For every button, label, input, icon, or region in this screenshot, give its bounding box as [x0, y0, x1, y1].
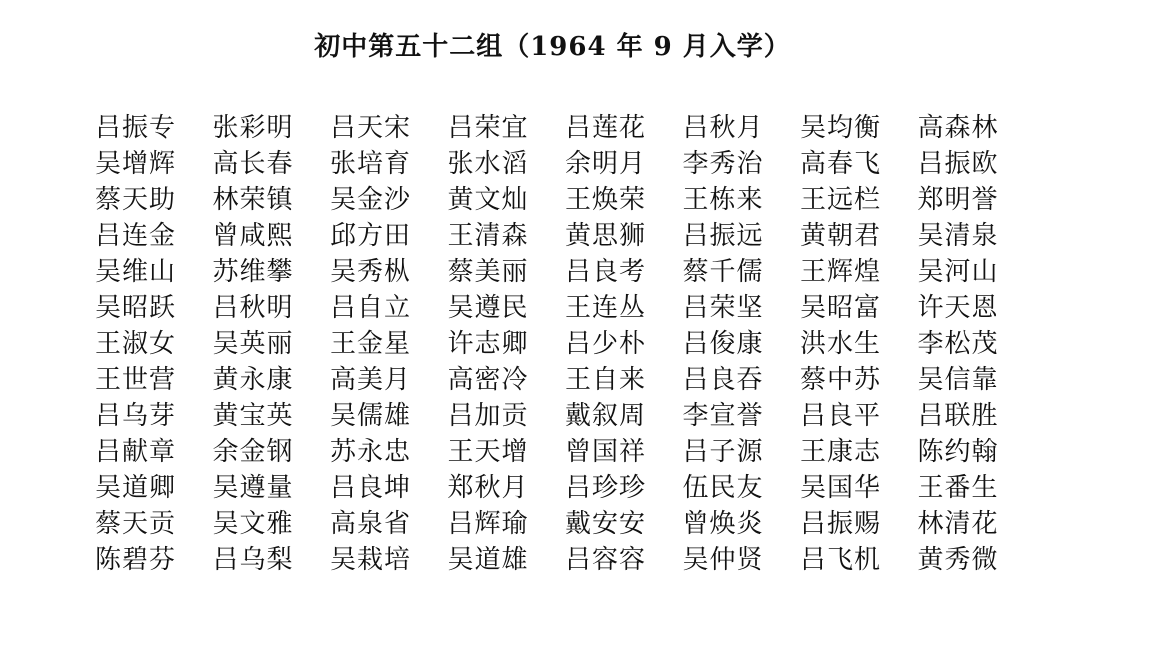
name-cell: 吕振赐 — [800, 509, 882, 539]
name-cell: 王清森 — [447, 221, 529, 251]
name-cell: 吕秋明 — [212, 293, 294, 323]
name-cell: 王连丛 — [565, 293, 647, 323]
name-cell: 高泉省 — [330, 509, 412, 539]
name-cell: 吕少朴 — [565, 329, 647, 359]
name-cell: 王自来 — [565, 365, 647, 395]
page-title: 初中第五十二组（1964 年 9 月入学） — [314, 32, 791, 62]
name-cell: 王栋来 — [682, 185, 764, 215]
name-cell: 王金星 — [330, 329, 412, 359]
name-cell: 吴清泉 — [917, 221, 999, 251]
name-cell: 吕容容 — [565, 545, 647, 575]
name-cell: 郑明誉 — [917, 185, 999, 215]
name-cell: 余金钢 — [212, 437, 294, 467]
name-cell: 吕乌梨 — [212, 545, 294, 575]
name-cell: 吕联胜 — [917, 401, 999, 431]
name-cell: 林荣镇 — [212, 185, 294, 215]
name-cell: 王辉煌 — [800, 257, 882, 287]
name-cell: 蔡天贡 — [95, 509, 177, 539]
name-cell: 吕良平 — [800, 401, 882, 431]
name-cell: 吴金沙 — [330, 185, 412, 215]
name-cell: 伍民友 — [682, 473, 764, 503]
name-cell: 吕俊康 — [682, 329, 764, 359]
name-cell: 王远栏 — [800, 185, 882, 215]
name-cell: 吴道雄 — [447, 545, 529, 575]
name-cell: 林清花 — [917, 509, 999, 539]
name-cell: 王焕荣 — [565, 185, 647, 215]
name-cell: 黄宝英 — [212, 401, 294, 431]
name-cell: 苏维攀 — [212, 257, 294, 287]
name-cell: 黄永康 — [212, 365, 294, 395]
name-cell: 吕荣宜 — [447, 113, 529, 143]
name-cell: 吕莲花 — [565, 113, 647, 143]
name-cell: 蔡千儒 — [682, 257, 764, 287]
name-cell: 吕加贡 — [447, 401, 529, 431]
name-cell: 吕良坤 — [330, 473, 412, 503]
name-cell: 吴昭跃 — [95, 293, 177, 323]
name-cell: 张培育 — [330, 149, 412, 179]
name-cell: 曾焕炎 — [682, 509, 764, 539]
name-cell: 蔡中苏 — [800, 365, 882, 395]
name-cell: 王淑女 — [95, 329, 177, 359]
name-cell: 吴遵民 — [447, 293, 529, 323]
name-cell: 吕良考 — [565, 257, 647, 287]
name-cell: 曾国祥 — [565, 437, 647, 467]
name-cell: 蔡美丽 — [447, 257, 529, 287]
name-cell: 余明月 — [565, 149, 647, 179]
name-cell: 郑秋月 — [447, 473, 529, 503]
name-cell: 吴栽培 — [330, 545, 412, 575]
name-cell: 张彩明 — [212, 113, 294, 143]
name-cell: 陈约翰 — [917, 437, 999, 467]
name-cell: 李秀治 — [682, 149, 764, 179]
name-cell: 邱方田 — [330, 221, 412, 251]
name-cell: 高森林 — [917, 113, 999, 143]
name-grid — [95, 110, 1035, 578]
name-cell: 吕振专 — [95, 113, 177, 143]
name-cell: 王康志 — [800, 437, 882, 467]
name-cell: 吴国华 — [800, 473, 882, 503]
name-cell: 王世营 — [95, 365, 177, 395]
name-cell: 黄文灿 — [447, 185, 529, 215]
name-cell: 吕天宋 — [330, 113, 412, 143]
name-cell: 李松茂 — [917, 329, 999, 359]
name-cell: 吕珍珍 — [565, 473, 647, 503]
name-cell: 黄思狮 — [565, 221, 647, 251]
name-cell: 吴河山 — [917, 257, 999, 287]
name-cell: 吕飞机 — [800, 545, 882, 575]
name-cell: 戴安安 — [565, 509, 647, 539]
name-cell: 吕振欧 — [917, 149, 999, 179]
name-cell: 王天增 — [447, 437, 529, 467]
name-cell: 戴叙周 — [565, 401, 647, 431]
name-cell: 吴信靠 — [917, 365, 999, 395]
name-cell: 高美月 — [330, 365, 412, 395]
name-cell: 曾咸熙 — [212, 221, 294, 251]
name-cell: 吴遵量 — [212, 473, 294, 503]
name-cell: 陈碧芬 — [95, 545, 177, 575]
name-cell: 吴秀枞 — [330, 257, 412, 287]
name-cell: 吕良吞 — [682, 365, 764, 395]
name-cell: 吴英丽 — [212, 329, 294, 359]
name-cell: 洪水生 — [800, 329, 882, 359]
name-cell: 张水滔 — [447, 149, 529, 179]
name-cell: 许志卿 — [447, 329, 529, 359]
name-cell: 吴增辉 — [95, 149, 177, 179]
name-cell: 苏永忠 — [330, 437, 412, 467]
name-cell: 黄朝君 — [800, 221, 882, 251]
name-cell: 吕乌芽 — [95, 401, 177, 431]
name-cell: 吴昭富 — [800, 293, 882, 323]
name-cell: 吕荣坚 — [682, 293, 764, 323]
name-cell: 蔡天助 — [95, 185, 177, 215]
name-cell: 黄秀微 — [917, 545, 999, 575]
name-cell: 吕自立 — [330, 293, 412, 323]
name-cell: 吴道卿 — [95, 473, 177, 503]
name-cell: 吴维山 — [95, 257, 177, 287]
name-cell: 吕子源 — [682, 437, 764, 467]
name-cell: 王番生 — [917, 473, 999, 503]
name-cell: 吕秋月 — [682, 113, 764, 143]
name-cell: 吕辉瑜 — [447, 509, 529, 539]
name-cell: 吕连金 — [95, 221, 177, 251]
name-cell: 吕献章 — [95, 437, 177, 467]
name-cell: 吴仲贤 — [682, 545, 764, 575]
name-cell: 高长春 — [212, 149, 294, 179]
name-cell: 吴文雅 — [212, 509, 294, 539]
name-cell: 高春飞 — [800, 149, 882, 179]
name-cell: 高密冷 — [447, 365, 529, 395]
name-cell: 吕振远 — [682, 221, 764, 251]
name-cell: 吴均衡 — [800, 113, 882, 143]
name-cell: 许天恩 — [917, 293, 999, 323]
name-cell: 吴儒雄 — [330, 401, 412, 431]
name-cell: 李宣誉 — [682, 401, 764, 431]
